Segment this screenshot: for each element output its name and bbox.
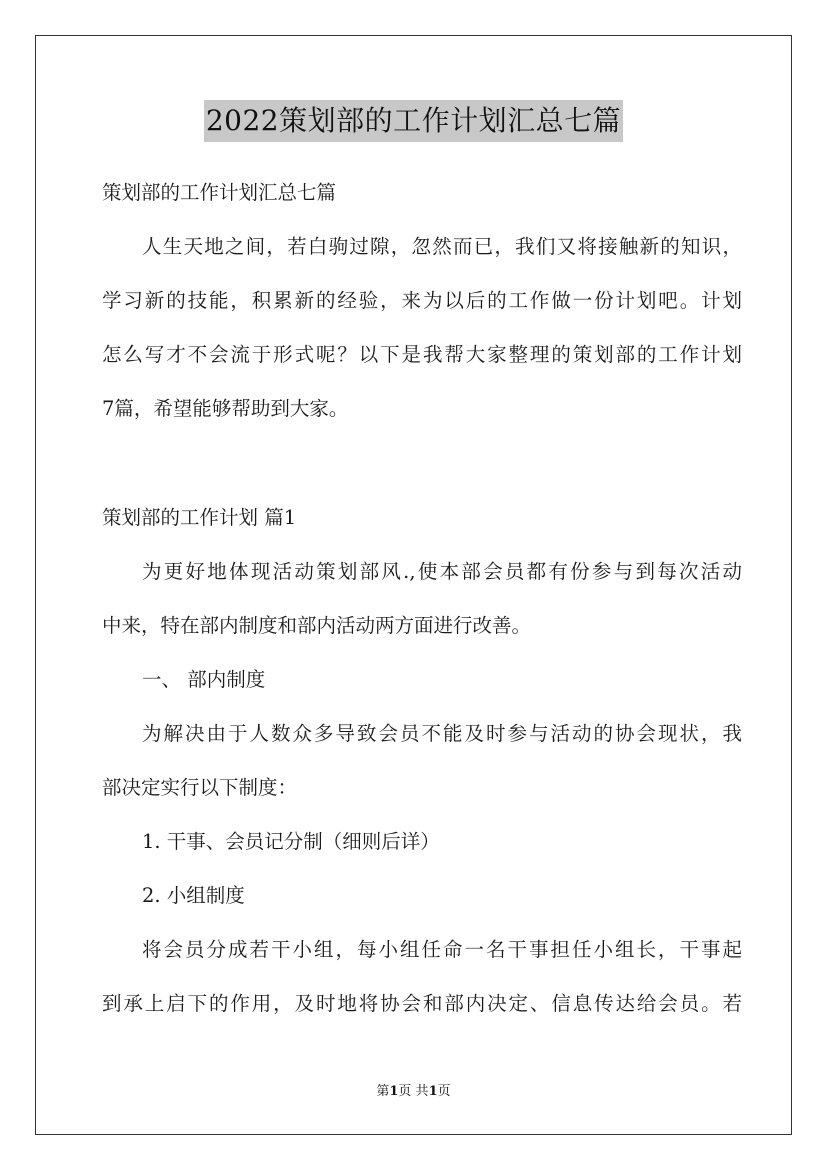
footer-prefix: 第 [376,1084,390,1099]
list-item-2: 2. 小组制度 [142,884,245,907]
intro-line-1: 人生天地之间，若白驹过隙，忽然而已，我们又将接触新的知识， [142,235,742,258]
document-subtitle: 策划部的工作计划汇总七篇 [102,181,337,204]
footer-suffix: 页 [437,1084,451,1099]
subheading-rules: 一、 部内制度 [142,668,266,691]
rules-line-2: 部决定实行以下制度： [102,776,298,799]
footer-page-current: 1 [389,1084,399,1099]
title-container [0,100,827,142]
section-heading-1: 策划部的工作计划 篇1 [102,506,297,529]
intro-line-4: 7篇，希望能够帮助到大家。 [102,397,349,420]
section1-line-1: 为更好地体现活动策划部风.,使本部会员都有份参与到每次活动 [142,560,742,583]
group-line-1: 将会员分成若干小组，每小组任命一名干事担任小组长，干事起 [142,938,742,961]
footer-mid: 页 共 [398,1084,429,1099]
rules-line-1: 为解决由于人数众多导致会员不能及时参与活动的协会现状，我 [142,722,742,745]
section1-line-2: 中来，特在部内制度和部内活动两方面进行改善。 [102,614,532,637]
intro-line-3: 怎么写才不会流于形式呢？以下是我帮大家整理的策划部的工作计划 [102,343,742,366]
page-footer [0,1083,827,1101]
intro-line-2: 学习新的技能，积累新的经验，来为以后的工作做一份计划吧。计划 [102,289,742,312]
list-item-1: 1. 干事、会员记分制（细则后详） [142,830,440,853]
document-title: 2022策划部的工作计划汇总七篇 [204,100,623,142]
footer-page-total: 1 [428,1084,438,1099]
group-line-2: 到承上启下的作用，及时地将协会和部内决定、信息传达给会员。若 [102,992,742,1015]
